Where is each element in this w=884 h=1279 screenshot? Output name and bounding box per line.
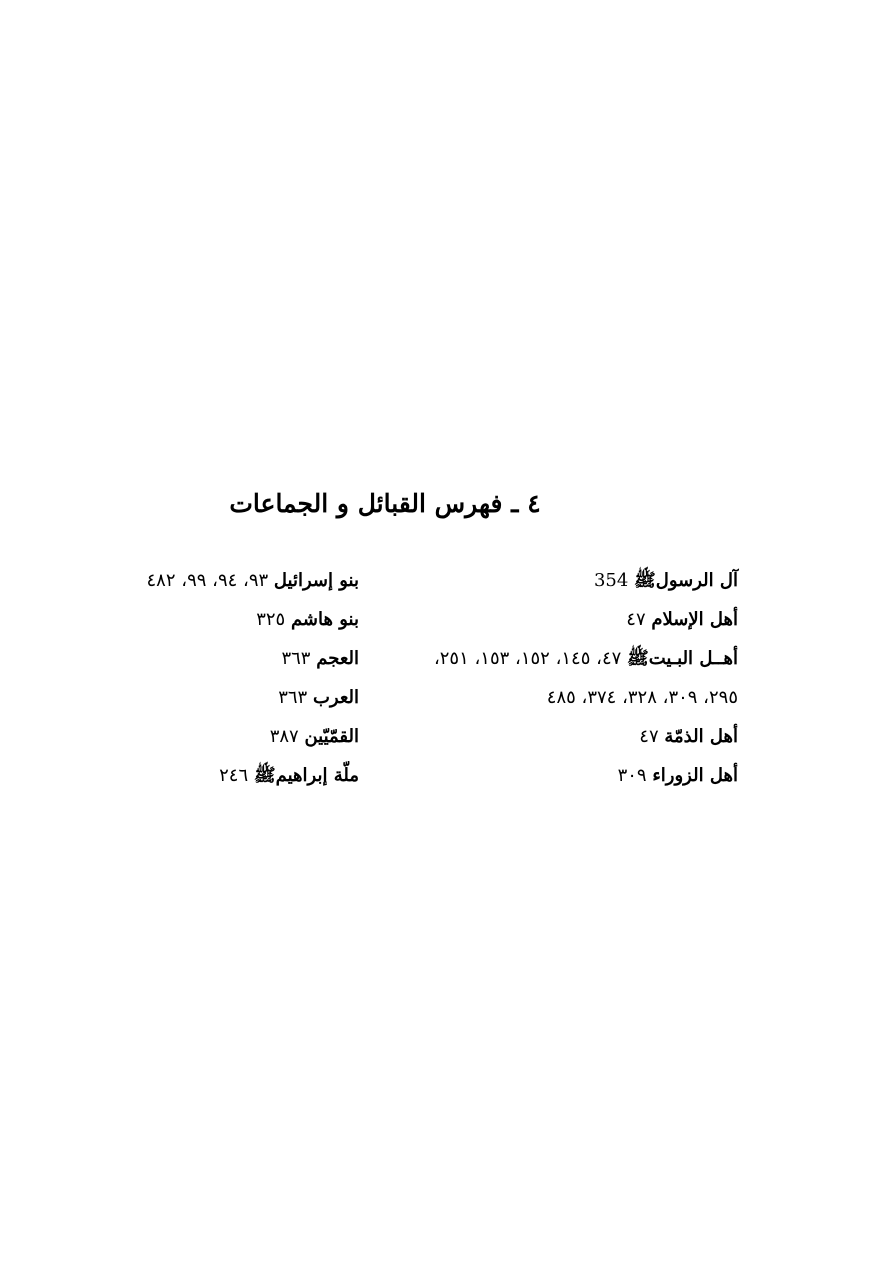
- entry-pages: ٢٤٦: [219, 765, 249, 786]
- entry-pages: ٣٦٣: [278, 687, 308, 708]
- entry-term: أهل الزوراء: [652, 765, 738, 786]
- entry-term: أهل الإسلام: [651, 609, 738, 630]
- index-entry: [398, 761, 738, 800]
- entry-pages: ٣٢٥: [256, 609, 286, 630]
- entry-pages: ٤٧، ١٤٥، ١٥٢، ١٥٣، ٢٥١،: [433, 648, 622, 669]
- entry-term: القمّيّين: [304, 726, 359, 747]
- index-entry: [398, 644, 738, 683]
- index-entry: [398, 722, 738, 761]
- page-title: ٤ ـ فهرس القبائل و الجماعات: [229, 489, 541, 518]
- index-entry: [9, 605, 359, 644]
- index-entry: [9, 722, 359, 761]
- entry-pages: ٢٩٥، ٣٠٩، ٣٢٨، ٣٧٤، ٤٨٥: [546, 687, 738, 708]
- entry-term: أهل الذمّة: [664, 726, 738, 747]
- index-entry: [398, 605, 738, 644]
- index-entry: [9, 761, 359, 800]
- entry-term: ملّة إبراهيمﷺ: [253, 765, 359, 786]
- index-entry: [9, 566, 359, 605]
- entry-term: آل الرسولﷺ: [634, 570, 738, 591]
- entry-term: بنو إسرائيل: [273, 570, 359, 591]
- entry-term: أهــل البـيتﷺ: [627, 648, 738, 669]
- index-column-left: [9, 566, 359, 800]
- entry-pages: ٣٠٩: [617, 765, 647, 786]
- entry-term: العرب: [312, 687, 359, 708]
- entry-pages: ٩٣، ٩٤، ٩٩، ٤٨٢: [146, 570, 269, 591]
- entry-term: العجم: [316, 648, 359, 669]
- entry-term: بنو هاشم: [290, 609, 359, 630]
- index-entry-continuation: [398, 683, 738, 722]
- index-entry: [9, 683, 359, 722]
- entry-pages: 354: [593, 570, 629, 591]
- entry-pages: ٤٧: [626, 609, 646, 630]
- entry-pages: ٣٦٣: [281, 648, 311, 669]
- entry-pages: ٣٨٧: [269, 726, 299, 747]
- entry-pages: ٤٧: [639, 726, 659, 747]
- index-entry: [9, 644, 359, 683]
- index-column-right: [398, 566, 738, 800]
- index-entry: [398, 566, 738, 605]
